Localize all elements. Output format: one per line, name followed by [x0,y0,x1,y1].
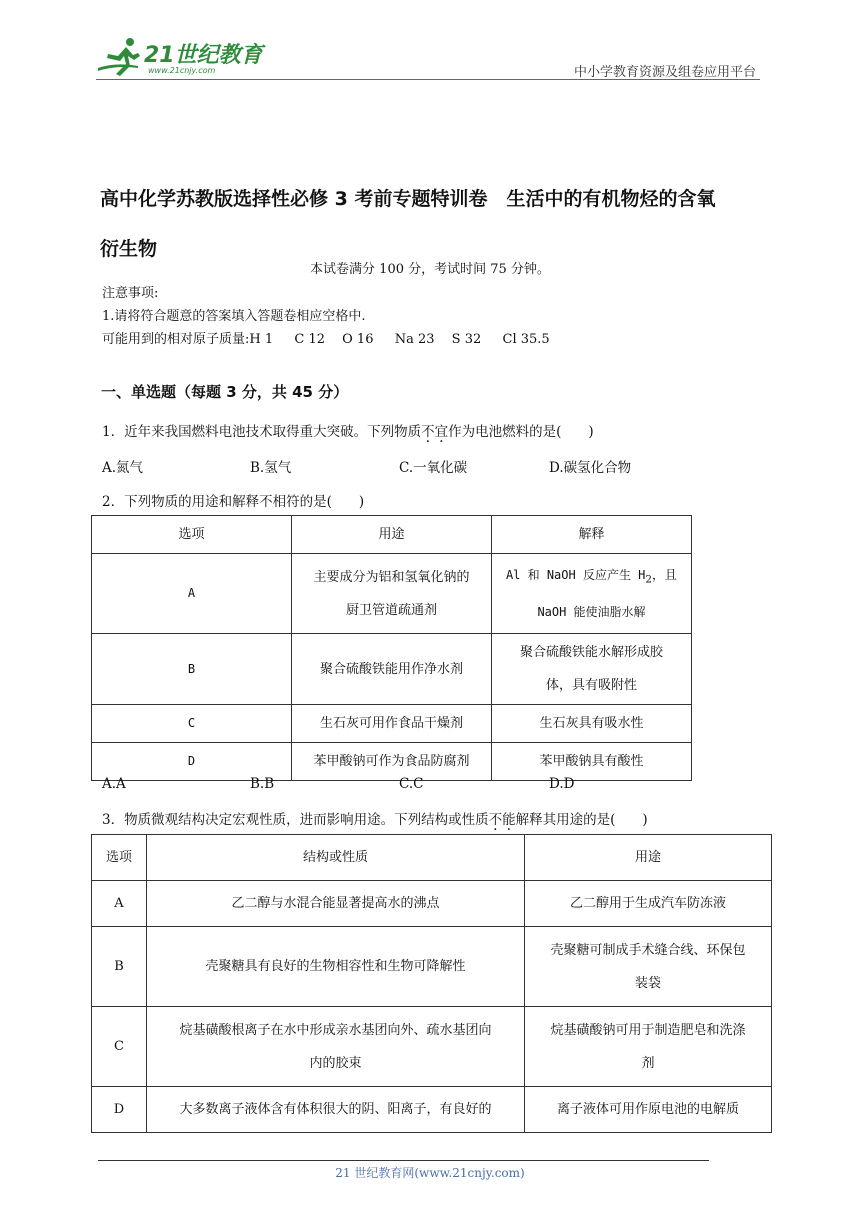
site-logo [96,34,266,80]
cell-line: 厨卫管道疏通剂 [345,602,437,618]
table-header-cell: 解释 [492,516,692,554]
table-cell-explanation: 苯甲酸钠具有酸性 [492,743,692,781]
q2-table [91,515,692,781]
header-rule [96,79,760,80]
cell-line: 内的胶束 [309,1055,362,1071]
logo-text: 21世纪教育 [144,43,263,68]
table-cell-use: 苯甲酸钠可作为食品防腐剂 [292,743,492,781]
table-cell-explanation [492,634,692,705]
cell-line: NaOH 能使油脂水解 [537,605,646,620]
question-1-stem [102,420,594,440]
atomic-mass-note: 可能用到的相对原子质量:H 1 C 12 O 16 Na 23 S 32 Cl 35.5 [102,332,550,347]
table-header-row [92,835,772,881]
cell-line: 装袋 [634,975,661,991]
cell-line [498,558,685,597]
exam-info: 本试卷满分 100 分，考试时间 75 分钟。 [310,262,550,277]
cell-text: ，且 [652,566,678,582]
cell-line: 主要成分为铝和氢氧化钠的 [313,569,470,585]
header-platform-text: 中小学教育资源及组卷应用平台 [573,65,756,80]
table-row [92,634,692,705]
q1-option-c: C.一氧化碳 [399,460,468,476]
notes-heading: 注意事项: [102,286,159,301]
q3-emphasis-1: 不 [488,812,503,828]
table-cell-use [525,927,772,1007]
q1-emphasis-1: 不 [421,424,435,440]
q3-stem-before: 3．物质微观结构决定宏观性质，进而影响用途。下列结构或性质 [102,812,489,828]
table-header-cell: 用途 [525,835,772,881]
table-cell-property: 壳聚糖具有良好的生物相容性和生物可降解性 [147,927,525,1007]
cell-line: 聚合硫酸铁能水解形成胶 [519,645,663,660]
q1-option-b: B.氢气 [250,460,292,476]
q1-stem-before: 1．近年来我国燃料电池技术取得重大突破。下列物质 [102,424,422,440]
table-row [92,881,772,927]
cell-line: 体，具有吸附性 [545,678,637,693]
table-header-row [92,516,692,554]
table-cell-use [525,1007,772,1087]
question-2-stem: 2．下列物质的用途和解释不相符的是( ) [102,494,365,510]
table-cell-use: 离子液体可用作原电池的电解质 [525,1087,772,1133]
table-cell-option: B [92,634,292,705]
q1-emphasis-2: 宜 [434,424,449,440]
q3-table [91,834,772,1133]
logo-url: www.21cnjy.com [148,66,216,75]
table-cell-explanation [492,554,692,634]
table-header-cell: 结构或性质 [147,835,525,881]
q2-option-c: C.C [399,776,424,792]
table-cell-use: 乙二醇用于生成汽车防冻液 [525,881,772,927]
table-cell-option: C [92,1007,147,1087]
table-row [92,743,692,781]
cell-line: 烷基磺酸钠可用于制造肥皂和洗涤 [550,1022,746,1038]
table-cell-property: 乙二醇与水混合能显著提高水的沸点 [147,881,525,927]
table-cell-option: D [92,1087,147,1133]
cell-line: 烷基磺酸根离子在水中形成亲水基团向外、疏水基团向 [179,1022,492,1038]
table-cell-explanation: 生石灰具有吸水性 [492,705,692,743]
footer-text: 21 世纪教育网(www.21cnjy.com) [335,1166,525,1180]
table-cell-use: 生石灰可用作食品干燥剂 [292,705,492,743]
table-cell-use: 聚合硫酸铁能用作净水剂 [292,634,492,705]
title-line-2: 衍生物 [100,238,158,260]
table-cell-option: D [92,743,292,781]
table-header-cell: 用途 [292,516,492,554]
table-cell-property [147,1007,525,1087]
table-header-cell: 选项 [92,516,292,554]
footer-rule [98,1160,709,1161]
table-cell-option: A [92,881,147,927]
table-header-cell: 选项 [92,835,147,881]
table-cell-option: C [92,705,292,743]
cell-line: 壳聚糖可制成手术缝合线、环保包 [550,942,746,958]
table-cell-option: B [92,927,147,1007]
notes-item-1: 1.请将符合题意的答案填入答题卷相应空格中. [102,309,366,324]
q2-option-a: A.A [102,776,126,792]
subscript: 2 [645,573,653,586]
q3-emphasis-2: 能 [502,812,516,828]
table-cell-use [292,554,492,634]
table-cell-option: A [92,554,292,634]
q1-stem-after: 作为电池燃料的是( ) [448,424,594,440]
table-cell-property: 大多数离子液体含有体积很大的阴、阳离子，有良好的 [147,1087,525,1133]
table-row [92,1007,772,1087]
table-row [92,554,692,634]
q2-option-d: D.D [549,776,575,792]
q1-option-a: A.氮气 [102,460,144,476]
q1-option-d: D.碳氢化合物 [549,460,632,476]
table-row [92,1087,772,1133]
title-line-1: 高中化学苏教版选择性必修 3 考前专题特训卷 生活中的有机物烃的含氧 [100,188,716,210]
cell-text: Al 和 NaOH 反应产生 H [505,567,646,582]
table-row [92,927,772,1007]
cell-line: 剂 [641,1055,655,1071]
table-row [92,705,692,743]
q3-stem-after: 解释其用途的是( ) [515,812,648,828]
question-3-stem [102,808,648,828]
section-heading: 一、单选题（每题 3 分，共 45 分） [101,383,349,401]
q2-option-b: B.B [250,776,275,792]
